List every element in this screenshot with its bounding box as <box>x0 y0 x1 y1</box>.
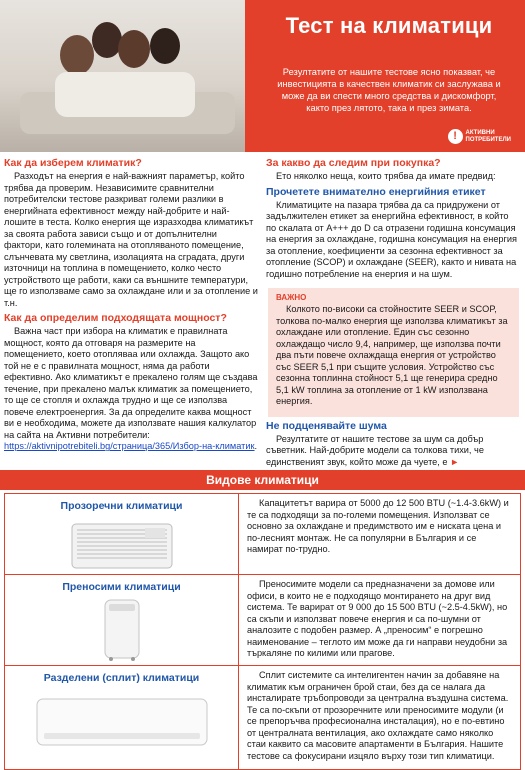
paragraph-energy-label: Климатиците на пазара трябва да са придружени от задължителен етикет за енергийна ефективност, в който по скалата от А+++ до D са отразени годишна консумация на енергия за охлаждане, годишна консумация на енергия за отопление, коефициенти за сезонна ефективност за отопление (SCOP) и охлаждане (SEER), както и нивата на годишно потребление на енергия и на шум. <box>266 199 517 279</box>
left-column <box>4 157 258 456</box>
heading-energy-label: Прочетете внимателно енергийния етикет <box>266 185 486 198</box>
intro-text: Резултатите от нашите тестове ясно показват, че инвестицията в качествен климатик си заслужава и може да ви спести много средства и дискомфорт, както през лятото, така и през зимата. <box>277 66 501 113</box>
type-row <box>4 575 521 666</box>
type-row <box>4 493 521 575</box>
brand-logo: ! АКТИВНИ ПОТРЕБИТЕЛИ <box>448 129 511 144</box>
heading-noise: Не подценявайте шума <box>266 419 387 432</box>
type-title: Преносими климатици <box>62 581 181 593</box>
paragraph-purchase: Ето няколко неща, които трябва да имате предвид: <box>276 171 496 182</box>
types-table <box>4 493 521 770</box>
hero <box>0 0 525 152</box>
type-title: Разделени (сплит) климатици <box>43 672 200 684</box>
type-text: Преносимите модели са предназначени за домове или офиси, в които не е подходящо монтирането на друг вид система. Те варират от 9 000 до 15 500 BTU (~2.5-4.5kW), но са скъпи и използват повече енергия и са по-шумни от аналозите с подобен размер. А „преносим“ е погрешно наименование – теглото им може да ги направи неудобни за търкаляне по килими или прагове. <box>247 579 508 658</box>
heading-choose: Как да изберем климатик? <box>4 157 142 169</box>
type-title: Прозоречни климатици <box>60 500 183 512</box>
type-text: Капацитетът варира от 5000 до 12 500 BTU (~1.4-3.6kW) и те са подходящи за по-големи помещения. Използват се основно за охлаждане и предимството им е ниската цена и по-лесният монтаж. Не са популярни в България и се намират по-трудно. <box>247 498 509 554</box>
page-title: Тест на климатици <box>285 13 493 38</box>
heading-purchase: За какво да следим при покупка? <box>266 157 441 169</box>
paragraph-noise: Резултатите от нашите тестове за шум са добър съветник. Най-добрите модели са толкова тихи, че единственият звук, който може да чуете, е ► <box>266 433 484 467</box>
arrow-right-icon: ► <box>450 456 460 467</box>
important-tag: ВАЖНО <box>276 293 307 303</box>
important-note <box>268 288 519 417</box>
calculator-link[interactable]: https://aktivnipotrebiteli.bg/страница/365/Избор-на-климатик <box>4 441 255 452</box>
important-text: Колкото по-високи са стойностите SEER и SCOP, толкова по-малко енергия ще използва климатикът за охлаждане или отопление. Един със сезонно охлаждащо число 9,4, например, ще използва почти два пъти повече охлаждаща енергия от устройство със SEER 5,1 при същите условия. Устройство със сезонна топлинна стойност 5,1 ще генерира средно 5,1 kW топлина за отопление от 1 kW използвана енергия. <box>276 304 508 407</box>
family-photo <box>0 0 245 152</box>
split-ac-icon <box>32 693 212 755</box>
types-banner: Видове климатици <box>0 470 525 490</box>
window-ac-icon <box>67 518 177 574</box>
header-panel <box>245 0 525 152</box>
type-text: Сплит системите са интелигентен начин за добавяне на климатик към ограничен брой стаи, без да се налага да инсталирате тръбопроводи за централна въздушна система. Те са по-скъпи от прозоречните или преносимите модули (и се препоръчва професионална инсталация), но е по-евтино от централната вентилация, ако охлаждате само няколко стаи каквито са масовите апартаменти в България. Нашите тестове са фокусирани изцяло върху този тип климатици. <box>247 670 509 761</box>
type-row <box>4 666 521 770</box>
logo-icon: ! <box>448 129 463 144</box>
portable-ac-icon <box>87 596 157 662</box>
paragraph-choose: Разходът на енергия е най-важният параметър, който трябва да проверим. Независимите сравнителни потребителски тестове разкриват големи разлики в енергийната ефективност между най-добрите и най-лошите в теста. Колко енергия ще изразходва климатикът за своята работа зависи също и от допълнителни фактори, като големината на отопляваното помещение, слънчевата му светлина, изолацията на сградата, други източници на топлина в помещението, колко често устройството ще работи, каки са външните температури, ще го използваме само за охлаждане или и за отопление и т.н. <box>4 171 258 308</box>
heading-power: Как да определим подходящата мощност? <box>4 312 227 325</box>
right-column <box>266 157 521 471</box>
paragraph-power: Важна част при избора на климатик е правилната мощност, която да отговаря на размерите на помещението, което отопляваа или охлажда. Защото ако той не е с правилната мощност, няма да работи ефективно. Ако климатикът е прекалено голям ще създава течение, при прекалено малък климатик за помещението, то ще се стопля и охлажда трудно и ще се използва повече електроенергия. За да определите каква мощност ви е необходима, можете да използвате нашия калкулатор на сайта на Активни потребители: https://aktivnipotrebiteli.bg/страница/365/Избор-на-климатик. <box>4 326 258 452</box>
